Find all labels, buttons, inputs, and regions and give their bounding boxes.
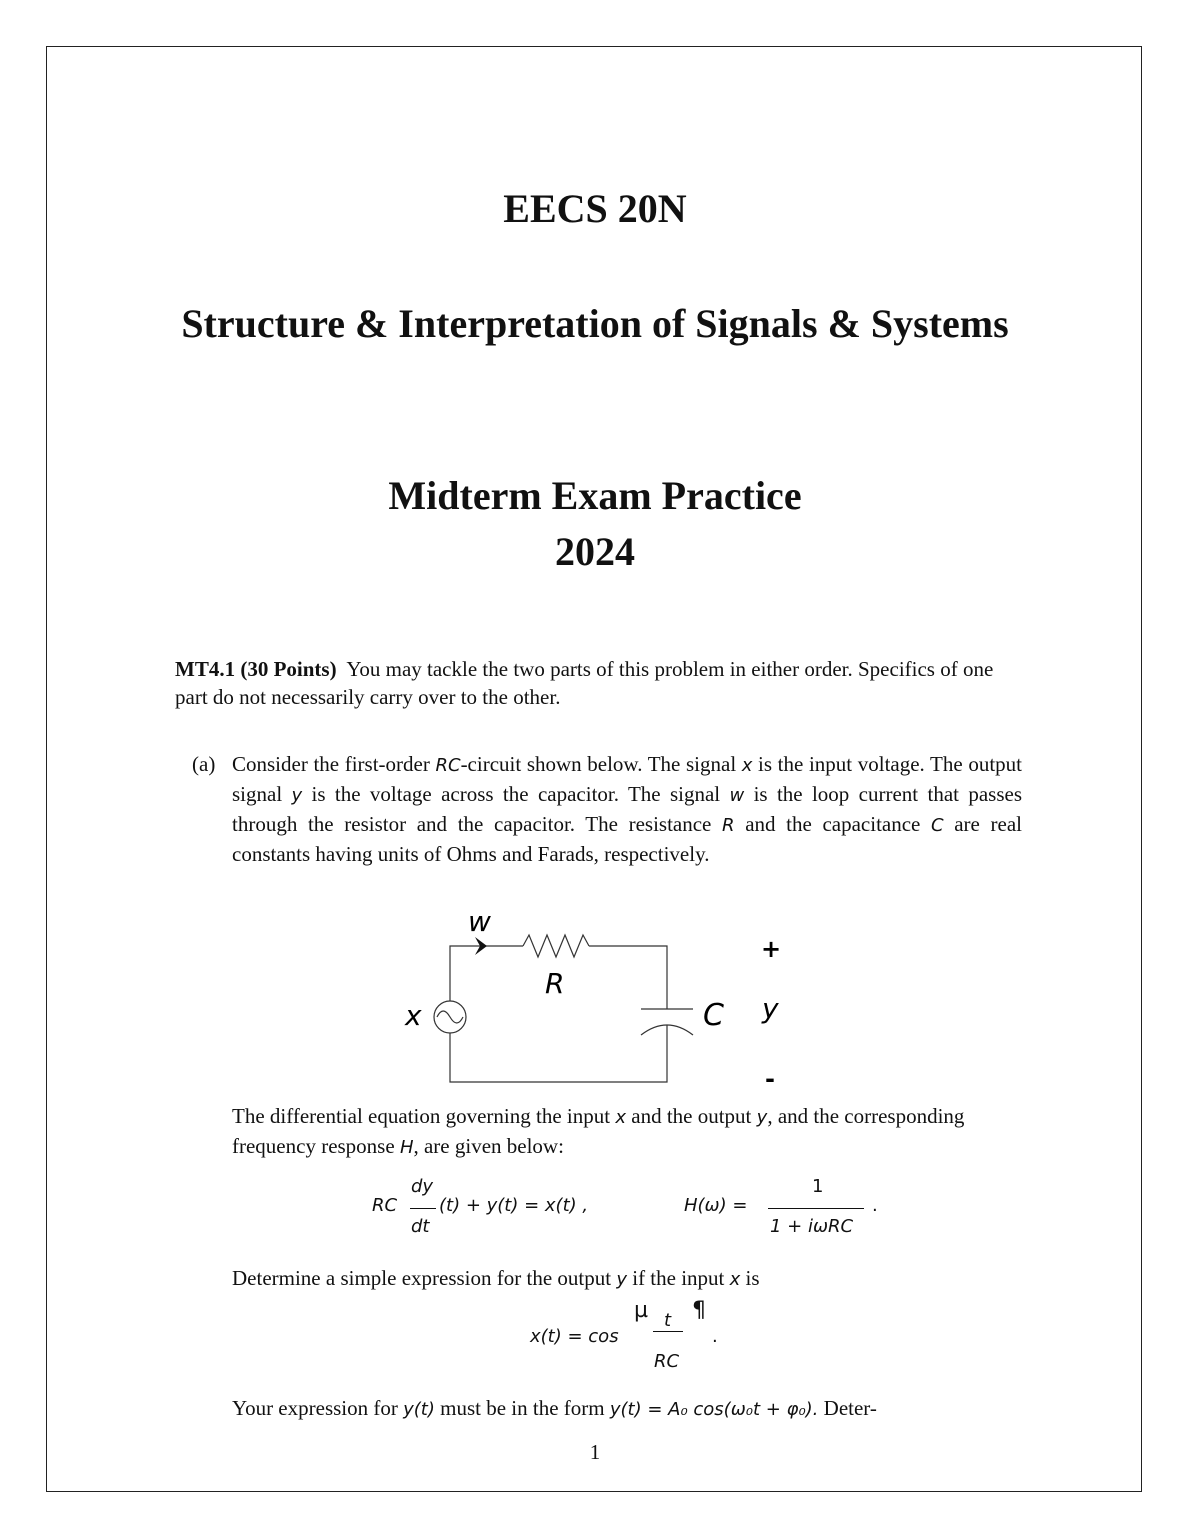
de-var-h: H — [399, 1137, 414, 1158]
expr-text-2: must be in the form — [434, 1396, 610, 1420]
sine-wave-icon — [437, 1011, 463, 1023]
var-c: C — [931, 815, 944, 836]
de-text-3: , and the corresponding frequency response — [232, 1104, 965, 1158]
eq3-fraction-bar — [653, 1331, 683, 1332]
rc-circuit-diagram — [395, 905, 815, 1095]
det-var-x: x — [729, 1269, 741, 1290]
de-var-y: y — [756, 1107, 768, 1128]
problem-intro-text: You may tackle the two parts of this problem in either order. Specifics of one part do not necessarily carry over to the other. — [175, 657, 994, 709]
part-a-text-1: Consider the first-order — [232, 752, 436, 776]
expr-form: y(t) = A₀ cos(ω₀t + φ₀). — [609, 1399, 819, 1420]
eq2-numerator: 1 — [812, 1176, 824, 1197]
part-a-text-6: and the capacitance — [734, 812, 932, 836]
expr-text-1: Your expression for — [232, 1396, 404, 1420]
eq3-denominator: RC — [654, 1351, 680, 1372]
label-r: R — [545, 967, 565, 1000]
det-text-1: Determine a simple expression for the output — [232, 1266, 617, 1290]
part-a-text-7: are real constants having units of Ohms and Farads, respectively. — [232, 812, 1022, 866]
eq1-fraction-bar — [410, 1208, 436, 1209]
part-a-text-4: is the voltage across the capacitor. The signal — [302, 782, 730, 806]
var-y: y — [291, 785, 303, 806]
label-y: y — [762, 992, 779, 1025]
det-text-2: if the input — [626, 1266, 730, 1290]
eq2-denominator: 1 + iωRC — [770, 1216, 854, 1237]
wire-bottom — [450, 1025, 667, 1082]
part-a-label: (a) — [192, 752, 216, 776]
eq2-end: . — [872, 1195, 878, 1216]
part-a — [192, 750, 1022, 868]
part-a-text — [232, 750, 1022, 868]
label-plus: + — [761, 935, 782, 963]
expr-text-3: Deter- — [818, 1396, 877, 1420]
label-c: C — [703, 998, 724, 1033]
de-var-x: x — [615, 1107, 626, 1128]
eq3-lhs: x(t) = cos — [530, 1326, 619, 1347]
eq3-pilcrow: ¶ — [692, 1298, 706, 1323]
label-x: x — [405, 999, 422, 1032]
determine-paragraph — [232, 1264, 1022, 1294]
wire-top-left — [450, 946, 523, 1001]
problem-label: MT4.1 (30 Points) — [175, 657, 337, 681]
eq3-numerator: t — [664, 1310, 672, 1331]
page-number: 1 — [589, 1440, 601, 1464]
course-subtitle: Structure & Interpretation of Signals & Systems — [181, 301, 1009, 346]
course-title: EECS 20N — [503, 186, 687, 231]
eq3-end: . — [712, 1326, 718, 1347]
det-var-y: y — [616, 1269, 627, 1290]
expression-form-paragraph — [232, 1394, 1022, 1424]
part-a-text-3: is the input voltage. The output signal — [232, 752, 1022, 806]
exam-year: 2024 — [555, 529, 635, 574]
part-a-text-2: -circuit shown below. The signal — [460, 752, 742, 776]
de-text-2: and the output — [626, 1104, 757, 1128]
eq2-lhs: H(ω) = — [684, 1195, 748, 1216]
det-text-3: is — [740, 1266, 760, 1290]
eq2-fraction-bar — [768, 1208, 864, 1209]
exam-name: Midterm Exam Practice — [388, 473, 802, 518]
de-text-4: , are given below: — [413, 1134, 564, 1158]
var-rc: RC — [435, 755, 461, 776]
resistor-icon — [523, 935, 589, 957]
label-minus: - — [765, 1065, 775, 1093]
part-a-text-5: is the loop current that passes through the resistor and the capacitor. The resistance — [232, 782, 1022, 836]
wire-top-right — [589, 946, 667, 1009]
eq1-denominator: dt — [411, 1216, 430, 1237]
eq3-mu: µ — [634, 1298, 648, 1323]
var-w: w — [729, 785, 745, 806]
expr-var-yt: y(t) — [403, 1399, 435, 1420]
eq1-rc: RC — [372, 1195, 398, 1216]
problem-intro — [175, 655, 1025, 711]
differential-equation-paragraph — [232, 1102, 1022, 1162]
exam-title — [0, 468, 1190, 580]
eq1-numerator: dy — [411, 1176, 434, 1197]
label-w: w — [468, 905, 491, 938]
eq1-rest: (t) + y(t) = x(t) , — [439, 1195, 589, 1216]
var-x: x — [741, 755, 753, 776]
de-text-1: The differential equation governing the input — [232, 1104, 616, 1128]
var-r: R — [722, 815, 735, 836]
